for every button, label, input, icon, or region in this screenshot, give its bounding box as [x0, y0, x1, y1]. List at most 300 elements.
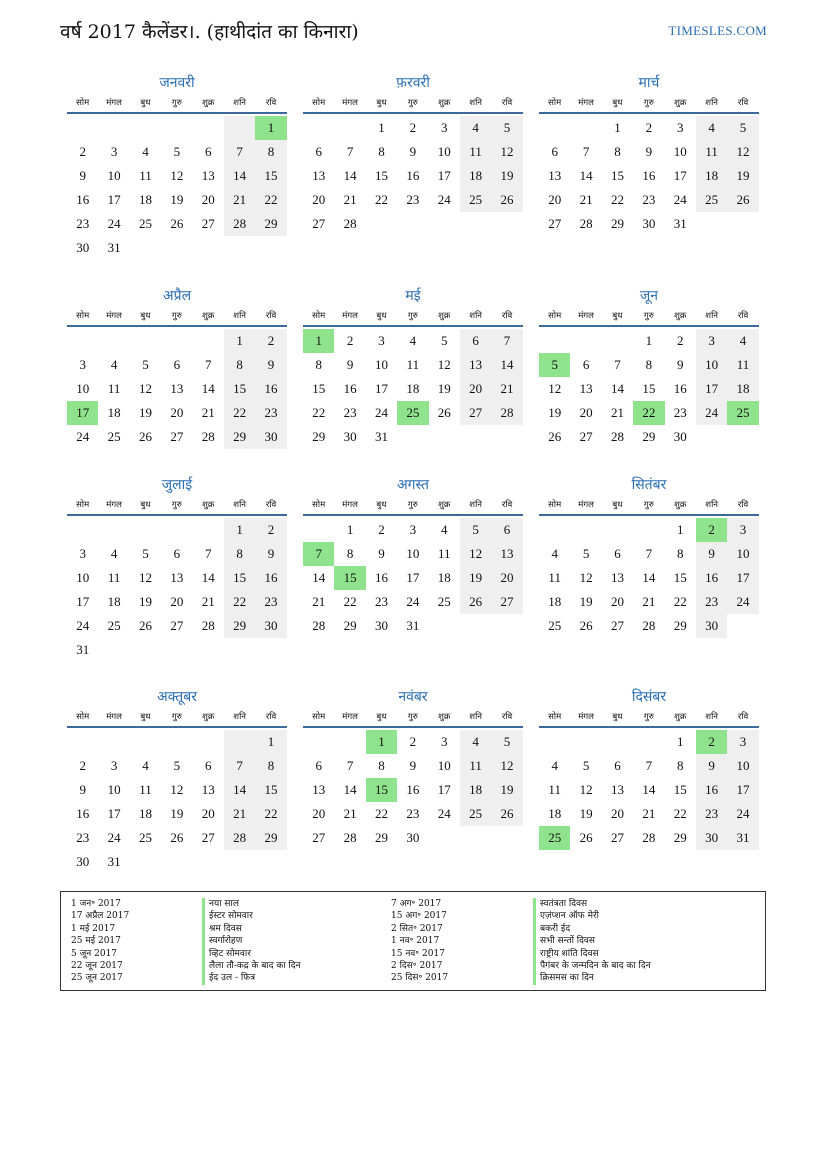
day-cell: 8	[255, 140, 286, 164]
day-cell: 9	[696, 754, 727, 778]
weekday-label: बुध	[140, 311, 151, 321]
weekday-label: मंगल	[578, 98, 594, 108]
day-cell: 25	[107, 618, 121, 633]
day-cell: 29	[224, 425, 255, 449]
day-cell: 31	[76, 642, 90, 657]
empty-day-cell	[460, 425, 491, 449]
day-cell: 5	[727, 116, 758, 140]
site-link[interactable]: TIMESLES.COM	[668, 23, 767, 38]
day-cell: 27	[312, 216, 326, 231]
day-cell: 30	[642, 216, 656, 231]
day-cell: 2	[677, 333, 684, 348]
empty-day-cell	[397, 425, 428, 449]
day-cell: 16	[76, 806, 90, 821]
day-cell: 27	[491, 590, 522, 614]
legend-holiday-name: स्वर्गारोहण	[202, 935, 301, 947]
empty-day-cell	[193, 236, 224, 260]
day-cell: 24	[406, 594, 420, 609]
legend-date: 1 नव॰ 2017	[391, 936, 440, 947]
day-cell: 15	[255, 164, 286, 188]
weekday-label: शुक्र	[438, 500, 451, 510]
weekday-label: बुध	[376, 712, 387, 722]
day-cell: 26	[138, 618, 152, 633]
day-cell: 21	[579, 192, 593, 207]
weekday-label: शुक्र	[674, 311, 687, 321]
day-cell: 22	[610, 192, 624, 207]
weekday-header	[303, 94, 523, 114]
empty-day-cell	[161, 329, 192, 353]
month-name: दिसंबर	[631, 689, 667, 705]
day-cell: 22	[673, 806, 687, 821]
day-cell: 28	[201, 429, 215, 444]
day-cell: 4	[551, 758, 558, 773]
empty-day-cell	[460, 826, 491, 850]
month-calendar	[539, 285, 759, 449]
weekday-label: मंगल	[106, 712, 122, 722]
day-cell: 12	[548, 381, 562, 396]
day-cell: 18	[548, 594, 562, 609]
day-cell: 25	[460, 188, 491, 212]
day-cell: 26	[491, 188, 522, 212]
day-cell: 5	[582, 546, 590, 561]
day-grid	[303, 730, 523, 850]
legend-date: 7 अग॰ 2017	[391, 899, 442, 909]
day-cell: 17	[437, 782, 451, 797]
day-cell: 22	[673, 594, 687, 609]
day-cell: 1	[645, 333, 653, 348]
day-cell: 4	[727, 329, 758, 353]
page-title: वर्ष 2017 कैलेंडर।. (हाथीदांत का किनारा)	[60, 21, 359, 43]
day-cell: 14	[312, 570, 326, 585]
day-grid	[539, 116, 759, 236]
day-cell: 11	[548, 782, 561, 797]
day-cell: 18	[727, 377, 758, 401]
day-cell: 8	[255, 754, 286, 778]
weekday-label: रवि	[501, 98, 513, 108]
weekday-label: शुक्र	[674, 712, 687, 722]
day-cell: 15	[224, 566, 255, 590]
day-cell: 26	[727, 188, 758, 212]
day-cell: 23	[673, 405, 687, 420]
weekday-label: शनि	[705, 712, 718, 722]
day-cell: 24	[727, 590, 758, 614]
day-cell: 24	[107, 830, 121, 845]
day-cell: 23	[76, 830, 90, 845]
month-name: अप्रैल	[162, 288, 192, 304]
weekday-label: सोम	[548, 98, 562, 108]
day-cell: 26	[170, 830, 184, 845]
legend-holiday-name: सभी सन्तों दिवस	[533, 935, 651, 947]
day-cell: 9	[409, 144, 417, 159]
day-cell: 14	[579, 168, 593, 183]
day-cell: 6	[315, 758, 322, 773]
empty-day-cell	[303, 518, 334, 542]
day-cell: 23	[406, 806, 420, 821]
legend-holiday-name: राष्ट्रीय शांति दिवस	[533, 948, 651, 960]
day-cell: 4	[142, 758, 149, 773]
day-cell: 1	[614, 120, 621, 135]
legend-date: 1 जन॰ 2017	[71, 899, 121, 909]
day-cell: 7	[582, 144, 590, 159]
day-cell: 19	[170, 192, 184, 207]
day-cell: 16	[343, 381, 357, 396]
day-cell: 2	[255, 329, 286, 353]
holiday-day-cell: 2	[696, 730, 727, 754]
day-cell: 27	[610, 830, 624, 845]
weekday-header	[67, 708, 287, 728]
holiday-day-cell: 5	[539, 353, 570, 377]
day-cell: 20	[170, 405, 184, 420]
month-name: नवंबर	[398, 689, 428, 705]
day-cell: 19	[138, 405, 152, 420]
day-cell: 22	[255, 802, 286, 826]
weekday-label: सोम	[548, 311, 562, 321]
day-cell: 13	[201, 782, 215, 797]
weekday-label: शनि	[469, 98, 482, 108]
weekday-label: शुक्र	[674, 500, 687, 510]
day-cell: 5	[173, 758, 181, 773]
weekday-label: गुरु	[407, 98, 418, 108]
empty-day-cell	[98, 329, 129, 353]
empty-day-cell	[539, 329, 570, 353]
day-cell: 20	[170, 594, 184, 609]
holiday-day-cell: 2	[696, 518, 727, 542]
day-cell: 28	[224, 212, 255, 236]
day-cell: 15	[224, 377, 255, 401]
empty-day-cell	[570, 730, 601, 754]
day-cell: 3	[727, 518, 758, 542]
month-calendar	[539, 72, 759, 236]
weekday-header	[539, 496, 759, 516]
day-cell: 5	[142, 546, 149, 561]
month-calendar	[67, 285, 287, 449]
day-cell: 15	[673, 782, 687, 797]
empty-day-cell	[334, 730, 365, 754]
day-cell: 5	[441, 333, 448, 348]
day-cell: 3	[441, 120, 448, 135]
day-cell: 18	[138, 806, 152, 821]
weekday-label: गुरु	[407, 712, 418, 722]
empty-day-cell	[130, 329, 161, 353]
day-cell: 27	[170, 618, 184, 633]
day-cell: 13	[170, 381, 184, 396]
day-cell: 29	[255, 826, 286, 850]
day-cell: 16	[406, 168, 420, 183]
day-cell: 20	[201, 806, 215, 821]
day-cell: 12	[138, 570, 152, 585]
holiday-day-cell: 17	[67, 401, 98, 425]
day-cell: 25	[696, 188, 727, 212]
day-cell: 9	[346, 357, 354, 372]
day-cell: 19	[170, 806, 184, 821]
weekday-label: मंगल	[106, 98, 122, 108]
weekday-label: शनि	[705, 311, 718, 321]
weekday-header	[67, 94, 287, 114]
day-cell: 12	[579, 782, 593, 797]
weekday-label: रवि	[501, 712, 513, 722]
day-cell: 16	[76, 192, 90, 207]
day-cell: 25	[460, 802, 491, 826]
day-cell: 16	[255, 566, 286, 590]
month-name: जून	[639, 288, 659, 304]
day-cell: 24	[673, 192, 687, 207]
day-cell: 30	[406, 830, 420, 845]
day-grid	[303, 116, 523, 236]
weekday-label: शनि	[233, 712, 246, 722]
day-cell: 11	[548, 570, 561, 585]
day-cell: 2	[409, 734, 417, 749]
day-cell: 19	[727, 164, 758, 188]
day-cell: 3	[441, 734, 448, 749]
legend-holiday-name: पैगंबर के जन्मदिन के बाद का दिन	[533, 960, 651, 972]
day-cell: 20	[201, 192, 215, 207]
day-cell: 2	[645, 120, 653, 135]
day-cell: 3	[79, 546, 86, 561]
day-cell: 5	[491, 116, 522, 140]
legend-date: 17 अप्रैल 2017	[71, 911, 130, 922]
day-cell: 3	[79, 357, 86, 372]
holiday-legend	[60, 891, 766, 991]
legend-holiday-name: ईस्टर सोमवार	[202, 910, 301, 922]
weekday-label: गुरु	[643, 311, 654, 321]
day-cell: 9	[79, 168, 86, 183]
day-cell: 26	[579, 618, 593, 633]
day-cell: 15	[255, 778, 286, 802]
day-cell: 14	[642, 570, 656, 585]
day-cell: 9	[255, 353, 286, 377]
month-name: मार्च	[638, 75, 660, 91]
weekday-label: बुध	[140, 98, 151, 108]
day-cell: 13	[579, 381, 593, 396]
month-calendar	[539, 686, 759, 850]
day-cell: 11	[139, 782, 152, 797]
legend-date: 25 दिस॰ 2017	[391, 973, 449, 984]
day-cell: 11	[406, 357, 420, 372]
day-cell: 10	[107, 782, 121, 797]
day-cell: 12	[170, 168, 184, 183]
day-cell: 19	[491, 778, 522, 802]
day-cell: 27	[579, 429, 593, 444]
weekday-label: रवि	[737, 712, 749, 722]
day-cell: 27	[201, 830, 215, 845]
weekday-label: शुक्र	[202, 712, 215, 722]
day-cell: 14	[343, 782, 357, 797]
empty-day-cell	[161, 638, 192, 662]
empty-day-cell	[539, 730, 570, 754]
day-cell: 6	[173, 357, 181, 372]
day-cell: 14	[491, 353, 522, 377]
day-cell: 23	[696, 802, 727, 826]
day-cell: 16	[696, 778, 727, 802]
empty-day-cell	[429, 614, 460, 638]
empty-day-cell	[570, 518, 601, 542]
weekday-label: रवि	[265, 98, 277, 108]
day-cell: 8	[224, 353, 255, 377]
day-cell: 14	[610, 381, 624, 396]
day-cell: 4	[142, 144, 149, 159]
day-cell: 26	[579, 830, 593, 845]
day-cell: 23	[255, 401, 286, 425]
weekday-label: मंगल	[106, 311, 122, 321]
legend-holiday-name: नया साल	[202, 898, 301, 910]
empty-day-cell	[491, 425, 522, 449]
day-cell: 6	[205, 758, 212, 773]
weekday-label: सोम	[76, 98, 90, 108]
day-cell: 14	[224, 778, 255, 802]
day-cell: 13	[170, 570, 184, 585]
weekday-label: शुक्र	[202, 500, 215, 510]
day-cell: 25	[437, 594, 451, 609]
day-cell: 10	[437, 758, 451, 773]
weekday-header	[539, 94, 759, 114]
empty-day-cell	[224, 638, 255, 662]
legend-holiday-name: लैला तौ-कद्र के बाद का दिन	[202, 960, 301, 972]
day-cell: 15	[374, 168, 388, 183]
day-cell: 17	[437, 168, 451, 183]
day-grid	[67, 730, 287, 874]
day-cell: 29	[673, 830, 687, 845]
day-cell: 10	[406, 546, 420, 561]
day-cell: 10	[696, 353, 727, 377]
empty-day-cell	[696, 212, 727, 236]
day-cell: 25	[138, 216, 152, 231]
empty-day-cell	[303, 730, 334, 754]
empty-day-cell	[429, 425, 460, 449]
weekday-label: सोम	[312, 98, 326, 108]
day-grid	[539, 329, 759, 449]
day-cell: 11	[107, 570, 121, 585]
empty-day-cell	[193, 850, 224, 874]
holiday-day-cell: 15	[366, 778, 397, 802]
day-cell: 16	[255, 377, 286, 401]
month-calendar	[539, 474, 759, 638]
empty-day-cell	[366, 212, 397, 236]
day-cell: 16	[696, 566, 727, 590]
day-cell: 13	[491, 542, 522, 566]
empty-day-cell	[224, 116, 255, 140]
day-cell: 21	[224, 188, 255, 212]
holiday-day-cell: 15	[334, 566, 365, 590]
empty-day-cell	[602, 730, 633, 754]
day-cell: 16	[406, 782, 420, 797]
weekday-label: सोम	[312, 500, 326, 510]
day-cell: 31	[673, 216, 687, 231]
day-cell: 21	[642, 594, 656, 609]
empty-day-cell	[255, 638, 286, 662]
day-cell: 4	[460, 116, 491, 140]
day-cell: 2	[79, 144, 86, 159]
weekday-label: गुरु	[171, 311, 182, 321]
day-cell: 29	[642, 429, 656, 444]
weekday-label: शनि	[469, 712, 482, 722]
day-grid	[539, 730, 759, 850]
day-cell: 3	[409, 522, 417, 537]
weekday-label: रवि	[265, 712, 277, 722]
day-cell: 6	[582, 357, 590, 372]
day-cell: 21	[224, 802, 255, 826]
day-grid	[303, 329, 523, 449]
day-cell: 25	[138, 830, 152, 845]
empty-day-cell	[193, 638, 224, 662]
empty-day-cell	[570, 329, 601, 353]
day-cell: 2	[378, 522, 385, 537]
holiday-day-cell: 22	[633, 401, 664, 425]
day-cell: 18	[437, 570, 451, 585]
day-cell: 3	[110, 758, 118, 773]
empty-day-cell	[67, 116, 98, 140]
day-cell: 31	[107, 854, 121, 869]
empty-day-cell	[303, 116, 334, 140]
weekday-label: शुक्र	[674, 98, 687, 108]
day-cell: 19	[579, 594, 593, 609]
day-cell: 8	[224, 542, 255, 566]
weekday-label: गुरु	[643, 98, 654, 108]
day-cell: 5	[460, 518, 491, 542]
day-cell: 6	[614, 546, 621, 561]
day-cell: 6	[205, 144, 212, 159]
day-cell: 24	[76, 618, 90, 633]
day-cell: 18	[107, 594, 121, 609]
month-calendar	[303, 285, 523, 449]
day-cell: 6	[551, 144, 558, 159]
holiday-day-cell: 1	[303, 329, 334, 353]
weekday-label: शुक्र	[438, 712, 451, 722]
empty-day-cell	[727, 212, 758, 236]
day-cell: 3	[727, 730, 758, 754]
day-cell: 2	[409, 120, 417, 135]
empty-day-cell	[130, 850, 161, 874]
day-cell: 7	[346, 758, 354, 773]
day-cell: 11	[696, 140, 727, 164]
weekday-label: शनि	[705, 98, 718, 108]
day-grid	[67, 116, 287, 260]
day-cell: 10	[76, 570, 90, 585]
day-cell: 12	[138, 381, 152, 396]
day-cell: 11	[460, 140, 491, 164]
weekday-label: शनि	[233, 98, 246, 108]
legend-left-dates	[71, 898, 129, 985]
day-cell: 28	[610, 429, 624, 444]
day-cell: 19	[460, 566, 491, 590]
day-cell: 31	[107, 240, 121, 255]
day-cell: 17	[673, 168, 687, 183]
day-cell: 17	[107, 806, 121, 821]
day-cell: 4	[110, 546, 118, 561]
day-cell: 26	[460, 590, 491, 614]
day-cell: 27	[460, 401, 491, 425]
day-cell: 23	[255, 590, 286, 614]
legend-right-dates	[391, 898, 448, 985]
empty-day-cell	[491, 212, 522, 236]
day-cell: 16	[642, 168, 656, 183]
empty-day-cell	[602, 518, 633, 542]
legend-date: 1 मई 2017	[71, 923, 116, 934]
day-cell: 30	[255, 425, 286, 449]
day-cell: 21	[343, 192, 357, 207]
day-cell: 14	[642, 782, 656, 797]
day-cell: 30	[76, 240, 90, 255]
day-cell: 2	[79, 758, 86, 773]
day-cell: 7	[205, 546, 212, 561]
legend-holiday-name: क्रिसमस का दिन	[533, 972, 651, 984]
holiday-day-cell: 7	[303, 542, 334, 566]
day-cell: 5	[582, 758, 590, 773]
empty-day-cell	[161, 850, 192, 874]
day-cell: 24	[107, 216, 121, 231]
weekday-label: सोम	[76, 712, 90, 722]
day-cell: 27	[312, 830, 326, 845]
day-cell: 3	[696, 329, 727, 353]
